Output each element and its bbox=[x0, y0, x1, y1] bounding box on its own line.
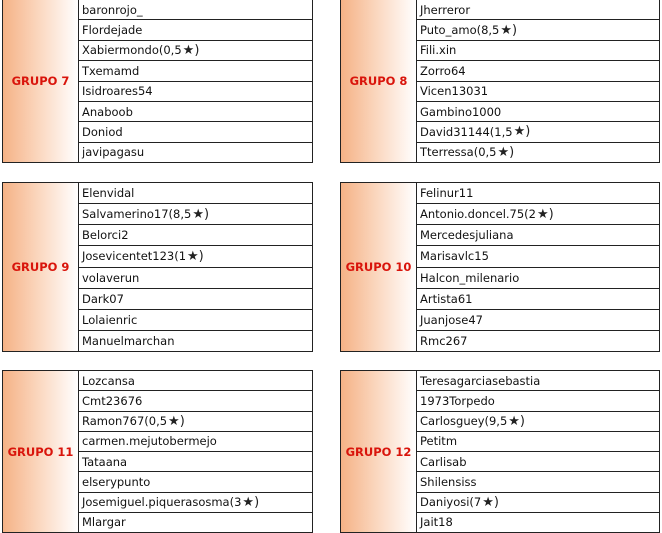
member-name: Marisavlc15 bbox=[420, 249, 489, 264]
group-table bbox=[340, 182, 660, 352]
member-name: Carlosguey(9,5 bbox=[420, 414, 508, 429]
star-icon: ★) bbox=[482, 494, 499, 510]
member-row bbox=[417, 203, 659, 224]
member-name: Gambino1000 bbox=[420, 104, 502, 119]
member-row bbox=[417, 81, 659, 101]
member-row bbox=[417, 411, 659, 431]
member-row bbox=[79, 40, 312, 60]
member-row bbox=[417, 512, 659, 532]
member-row bbox=[417, 19, 659, 39]
member-name: Txemamd bbox=[82, 63, 140, 78]
group-table bbox=[340, 370, 660, 533]
member-row bbox=[79, 121, 312, 141]
group-member-list bbox=[79, 371, 312, 532]
member-row bbox=[417, 431, 659, 451]
group-member-list bbox=[79, 0, 312, 162]
member-name: volaverun bbox=[82, 270, 140, 285]
group-label: GRUPO 11 bbox=[3, 371, 79, 532]
member-name: Anaboob bbox=[82, 104, 133, 119]
member-row bbox=[79, 492, 312, 512]
star-icon: ★) bbox=[500, 22, 518, 38]
member-name: baronrojo_ bbox=[82, 2, 143, 17]
member-name: Jherreror bbox=[420, 2, 471, 17]
star-icon: ★) bbox=[242, 494, 260, 510]
member-name: Juanjose47 bbox=[420, 312, 483, 327]
star-icon: ★) bbox=[497, 144, 515, 160]
group-table bbox=[2, 370, 313, 533]
member-name: Shilensiss bbox=[420, 474, 477, 489]
member-name: Puto_amo(8,5 bbox=[420, 23, 500, 38]
star-icon: ★) bbox=[508, 413, 526, 429]
member-row bbox=[417, 183, 659, 203]
member-name: Salvamerino17(8,5 bbox=[82, 207, 192, 222]
group-table bbox=[340, 0, 660, 163]
member-row bbox=[417, 0, 659, 19]
member-row bbox=[79, 411, 312, 431]
member-row bbox=[79, 81, 312, 101]
member-name: Petitm bbox=[420, 434, 458, 449]
member-row bbox=[417, 121, 659, 141]
star-icon: ★) bbox=[182, 42, 200, 58]
member-row bbox=[79, 451, 312, 471]
member-row bbox=[79, 245, 312, 266]
group-member-list bbox=[417, 0, 659, 162]
member-row bbox=[79, 101, 312, 121]
member-row bbox=[79, 390, 312, 410]
member-name: Lolaienric bbox=[82, 312, 138, 327]
member-name: David31144(1,5 bbox=[420, 124, 513, 139]
member-name: Cmt23676 bbox=[82, 393, 143, 408]
member-name: Dark07 bbox=[82, 291, 124, 306]
member-name: Mercedesjuliana bbox=[420, 228, 514, 243]
member-row bbox=[417, 40, 659, 60]
member-name: Teresagarciasebastia bbox=[420, 373, 541, 388]
member-name: Belorci2 bbox=[82, 228, 129, 243]
star-icon: ★) bbox=[168, 413, 185, 429]
member-name: Tterressa(0,5 bbox=[420, 145, 497, 160]
member-name: Josemiguel.piquerasosma(3 bbox=[82, 495, 242, 510]
member-row bbox=[79, 512, 312, 532]
member-row bbox=[417, 60, 659, 80]
member-name: Ramon767(0,5 bbox=[82, 414, 168, 429]
member-name: Carlisab bbox=[420, 454, 467, 469]
group-table bbox=[2, 182, 313, 352]
member-row bbox=[79, 183, 312, 203]
member-row bbox=[417, 142, 659, 162]
member-row bbox=[417, 451, 659, 471]
member-row bbox=[79, 288, 312, 309]
member-row bbox=[79, 431, 312, 451]
member-row bbox=[79, 371, 312, 390]
member-name: Fili.xin bbox=[420, 43, 457, 58]
member-row bbox=[79, 203, 312, 224]
member-row bbox=[417, 390, 659, 410]
group-label: GRUPO 10 bbox=[341, 183, 417, 351]
member-row bbox=[417, 288, 659, 309]
member-row bbox=[417, 492, 659, 512]
member-name: javipagasu bbox=[82, 145, 145, 160]
member-name: Elenvidal bbox=[82, 186, 135, 201]
member-row bbox=[79, 224, 312, 245]
member-name: Mlargar bbox=[82, 515, 126, 530]
member-row bbox=[79, 19, 312, 39]
member-row bbox=[79, 0, 312, 19]
member-row bbox=[79, 330, 312, 351]
star-icon: ★) bbox=[192, 206, 210, 222]
member-name: carmen.mejutobermejo bbox=[82, 434, 217, 449]
member-name: Daniyosi(7 bbox=[420, 495, 482, 510]
member-name: Doniod bbox=[82, 124, 123, 139]
member-name: Lozcansa bbox=[82, 373, 135, 388]
member-row bbox=[417, 330, 659, 351]
member-name: Felinur11 bbox=[420, 186, 474, 201]
member-row bbox=[417, 224, 659, 245]
member-row bbox=[79, 142, 312, 162]
star-icon: ★) bbox=[513, 124, 531, 140]
member-row bbox=[79, 267, 312, 288]
member-name: Josevicentet123(1 bbox=[82, 249, 187, 264]
member-name: Flordejade bbox=[82, 23, 143, 38]
star-icon: ★) bbox=[536, 206, 554, 222]
member-name: Manuelmarchan bbox=[82, 333, 175, 348]
member-name: Zorro64 bbox=[420, 63, 466, 78]
member-row bbox=[417, 471, 659, 491]
member-name: Jait18 bbox=[420, 515, 453, 530]
group-label: GRUPO 7 bbox=[3, 0, 79, 162]
group-member-list bbox=[417, 371, 659, 532]
group-table bbox=[2, 0, 313, 163]
group-label: GRUPO 12 bbox=[341, 371, 417, 532]
member-name: Rmc267 bbox=[420, 333, 468, 348]
member-row bbox=[417, 101, 659, 121]
group-member-list bbox=[79, 183, 312, 351]
member-row bbox=[417, 371, 659, 390]
member-name: 1973Torpedo bbox=[420, 393, 495, 408]
member-row bbox=[417, 245, 659, 266]
member-name: Artista61 bbox=[420, 291, 473, 306]
member-name: Vicen13031 bbox=[420, 84, 489, 99]
group-label: GRUPO 9 bbox=[3, 183, 79, 351]
member-name: Antonio.doncel.75(2 bbox=[420, 207, 536, 222]
member-row bbox=[417, 267, 659, 288]
member-row bbox=[79, 309, 312, 330]
member-name: Halcon_milenario bbox=[420, 270, 520, 285]
member-name: Tataana bbox=[82, 454, 128, 469]
member-row bbox=[79, 60, 312, 80]
star-icon: ★) bbox=[187, 248, 204, 264]
member-row bbox=[417, 309, 659, 330]
member-row bbox=[79, 471, 312, 491]
group-label: GRUPO 8 bbox=[341, 0, 417, 162]
member-name: Isidroares54 bbox=[82, 84, 153, 99]
group-member-list bbox=[417, 183, 659, 351]
member-name: Xabiermondo(0,5 bbox=[82, 43, 182, 58]
member-name: elserypunto bbox=[82, 474, 151, 489]
